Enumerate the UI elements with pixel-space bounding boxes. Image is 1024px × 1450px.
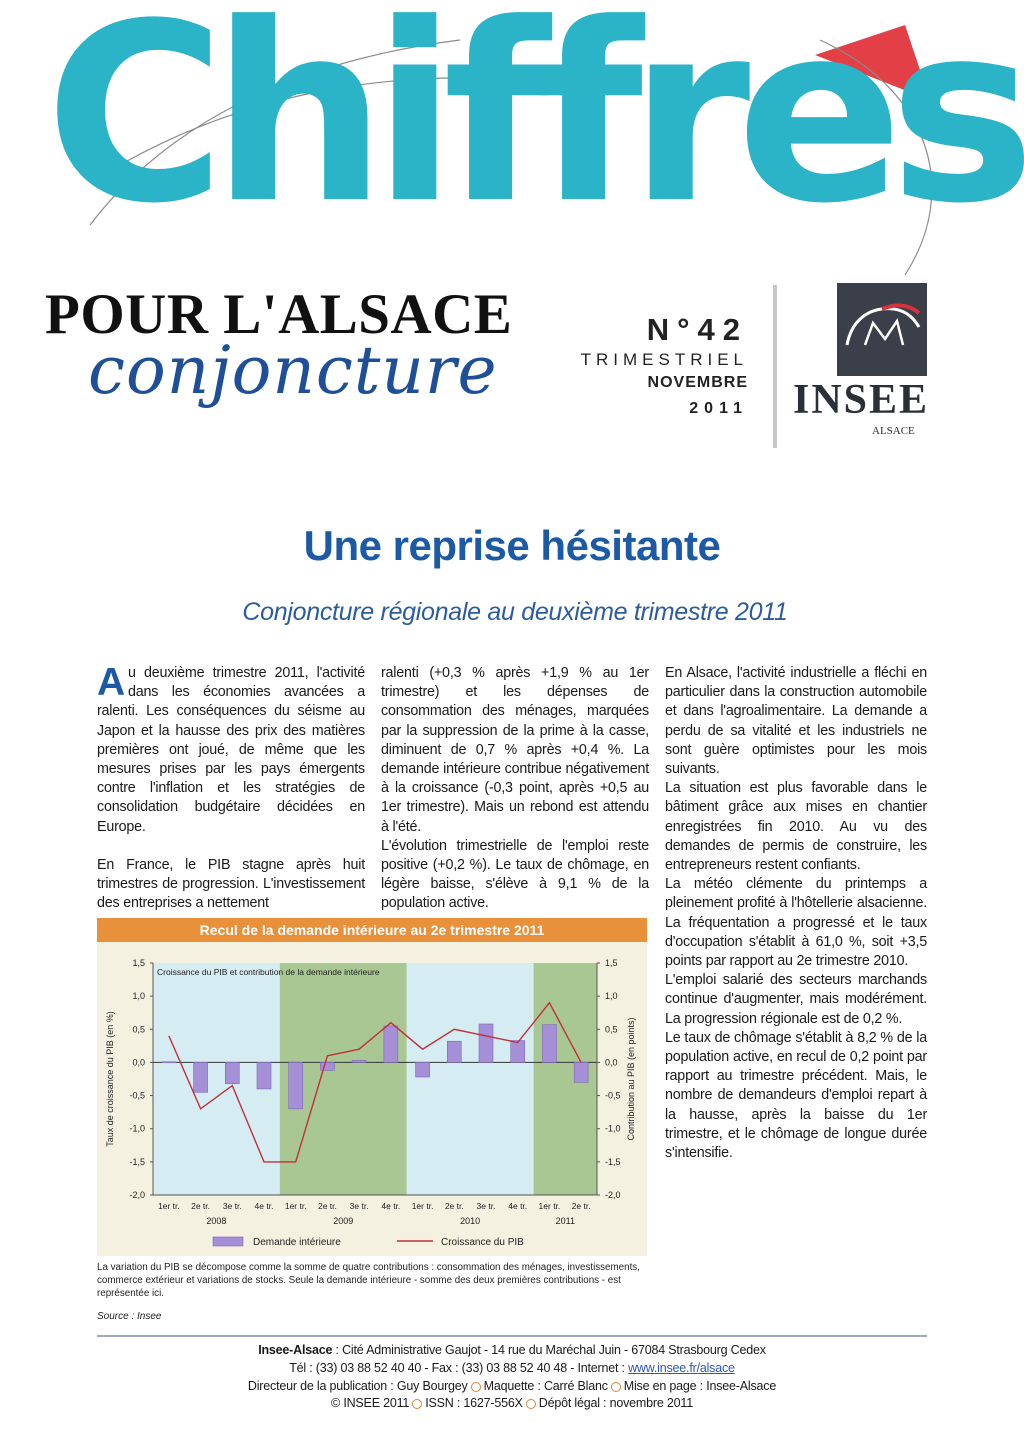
chart-x-tick-label: 4e tr.	[254, 1201, 274, 1211]
footer-rule	[97, 1335, 927, 1337]
chart-bar	[352, 1060, 366, 1062]
footer-address	[0, 1343, 1024, 1357]
chart-y-axis-label-right: Contribution au PIB (en points)	[626, 1017, 636, 1141]
chart-x-tick-label: 4e tr.	[381, 1201, 401, 1211]
footer-credits	[0, 1379, 1024, 1393]
paragraph: Le taux de chômage s'établit à 8,2 % de la population active, en recul de 0,2 point par rapport au trimestre précédent. Mais, le nombre de demandeurs d'emploi repart à la hausse, après la baisse du 1er trimestre, et le chômage de longue durée s'intensifie.	[665, 1029, 927, 1162]
chart-y-tick-label: -2,0	[129, 1190, 145, 1200]
chart-bar	[320, 1062, 334, 1070]
issue-number: N°42	[646, 312, 748, 347]
paragraph: En Alsace, l'activité industrielle a fléchi en particulier dans la construction automobile et dans l'agroalimentaire. La demande a perdu de sa vitalité et les industriels ne sont guère optimistes pour les mois suivants.	[665, 665, 927, 778]
chart-bar	[416, 1062, 430, 1077]
footer-phone: Tél : (33) 03 88 52 40 40 - Fax : (33) 03 88 52 40 48 - Internet :	[289, 1361, 629, 1375]
chart-y-tick-label: 1,5	[132, 958, 145, 968]
footer-website-link[interactable]: www.insee.fr/alsace	[628, 1361, 735, 1375]
paragraph: L'emploi salarié des secteurs marchands continue d'augmenter, mais modérément. La progression régionale est de 0,2 %.	[665, 972, 927, 1027]
masthead-script-title: conjoncture	[88, 332, 498, 409]
issue-year: 2011	[689, 400, 748, 417]
chart-bar	[194, 1062, 208, 1092]
chart-y-tick-label-right: 0,5	[605, 1024, 618, 1035]
chart-legend-label: Demande intérieure	[253, 1237, 341, 1248]
chart-y-tick-label: 1,0	[132, 991, 145, 1002]
footer-contact	[0, 1361, 1024, 1375]
article-title: Une reprise hésitante	[303, 522, 721, 569]
chart-x-tick-label: 4e tr.	[508, 1201, 528, 1211]
chart-y-tick-label: -1,0	[129, 1123, 145, 1134]
text-column-1	[97, 661, 365, 913]
insee-wordmark: INSEE	[793, 377, 930, 423]
separator-ring-icon	[471, 1382, 481, 1392]
chart-x-tick-label: 1er tr.	[411, 1201, 434, 1211]
chart-y-tick-label: -0,5	[129, 1090, 145, 1101]
drop-cap: A	[97, 661, 125, 704]
footer-org: Insee-Alsace	[258, 1343, 333, 1357]
brand-wordmark: Chiffres	[45, 0, 1022, 258]
chart-year-band	[407, 963, 534, 1195]
chart-note: La variation du PIB se décompose comme la somme de quatre contributions : consommation des ménages, investissements, commerce extérieur et variations de stocks. Seule la demande intérieure - somme des deux premières contributions - est représentée ici.	[97, 1262, 640, 1299]
paragraph-text: u deuxième trimestre 2011, l'activité dans les économies avancées a ralenti. Les conséquences du séisme au Japon et la hausse des prix des matières premières ont joué, de même que les mesures prises par les pays émergents contre l'inflation et les stratégies de consolidation budgétaire décidées en Europe.	[97, 665, 365, 835]
chart-year-label: 2009	[333, 1216, 354, 1226]
separator-ring-icon	[611, 1382, 621, 1392]
paragraph: En France, le PIB stagne après huit trimestres de progression. L'investissement des entreprises a nettement	[97, 856, 365, 912]
footer-credit-pagesetting: Mise en page : Insee-Alsace	[623, 1379, 777, 1393]
chart-x-tick-label: 1er tr.	[284, 1201, 307, 1211]
chart-x-tick-label: 1er tr.	[538, 1201, 561, 1211]
chart-source: Source : Insee	[97, 1311, 162, 1322]
chart-y-tick-label-right: -1,0	[605, 1123, 621, 1134]
text-column-2	[381, 664, 649, 914]
chart-bar	[257, 1062, 271, 1089]
chart-inner-title: Croissance du PIB et contribution de la demande intérieure	[157, 967, 380, 977]
chart-bar	[447, 1041, 461, 1062]
masthead	[0, 0, 1024, 460]
chart-year-label: 2010	[460, 1216, 481, 1226]
chart-bar	[162, 1062, 176, 1063]
chart-y-tick-label-right: 1,5	[605, 958, 618, 968]
insee-logo-icon	[837, 283, 927, 376]
chart-year-label: 2011	[555, 1216, 575, 1226]
paragraph: L'évolution trimestrielle de l'emploi reste positive (+0,2 %). Le taux de chômage, en légère baisse, s'élève à 9,1 % de la population active.	[381, 837, 649, 912]
footer-copyright: © INSEE 2011	[331, 1396, 410, 1410]
chart-y-tick-label: 0,5	[132, 1024, 145, 1035]
chart-y-tick-label: 0,0	[132, 1057, 145, 1068]
paragraph: ralenti (+0,3 % après +1,9 % au 1er trimestre) et les dépenses de consommation des ménages, marquées par la suppression de la prime à la casse, diminuent de 0,7 % après +0,4 %. La demande intérieure contribue négativement à la croissance (-0,3 point, après +0,5 au 1er trimestre). Mais un rebond est attendu à l'été.	[381, 665, 649, 835]
paragraph	[97, 661, 365, 837]
issue-month: NOVEMBRE	[647, 374, 748, 391]
chart-year-label: 2008	[206, 1216, 227, 1226]
chart-x-tick-label: 2e tr.	[444, 1201, 464, 1211]
chart	[97, 918, 647, 1256]
chart-legend-swatch-bar	[213, 1237, 243, 1246]
chart-bar	[542, 1025, 556, 1063]
chart-x-tick-label: 1er tr.	[157, 1201, 180, 1211]
chart-x-tick-label: 2e tr.	[571, 1201, 591, 1211]
chart-y-tick-label-right: 1,0	[605, 991, 618, 1002]
chart-x-tick-label: 3e tr.	[349, 1201, 369, 1211]
separator-ring-icon	[526, 1399, 536, 1409]
chart-bar	[511, 1041, 525, 1063]
masthead-subtitle: POUR L'ALSACE	[45, 283, 513, 346]
footer-issn: ISSN : 1627-556X	[425, 1396, 523, 1410]
chart-canvas	[97, 918, 647, 1256]
masthead-divider	[773, 285, 777, 448]
chart-title: Recul de la demande intérieure au 2e trimestre 2011	[97, 918, 647, 942]
footer-address-text: : Cité Administrative Gaujot - 14 rue du Maréchal Juin - 67084 Strasbourg Cedex	[332, 1343, 766, 1357]
chart-bar	[225, 1062, 239, 1083]
footer-credit-director: Directeur de la publication : Guy Bourgey	[247, 1379, 468, 1393]
chart-y-tick-label-right: -1,5	[605, 1156, 621, 1167]
footer-legal-deposit: Dépôt légal : novembre 2011	[538, 1396, 693, 1410]
chart-bar	[574, 1062, 588, 1082]
chart-x-tick-label: 3e tr.	[476, 1201, 496, 1211]
chart-y-tick-label-right: -0,5	[605, 1090, 621, 1101]
chart-x-tick-label: 3e tr.	[222, 1201, 242, 1211]
chart-bar	[479, 1024, 493, 1062]
chart-y-tick-label-right: 0,0	[605, 1057, 618, 1068]
chart-bar	[384, 1026, 398, 1062]
issue-frequency: TRIMESTRIEL	[580, 350, 748, 369]
chart-y-tick-label: -1,5	[129, 1156, 145, 1167]
paragraph: La situation est plus favorable dans le bâtiment grâce aux mises en chantier enregistrées fin 2010. Au vu des demandes de permis de construire, les entrepreneurs restent confiants.	[665, 780, 927, 874]
article-subtitle: Conjoncture régionale au deuxième trimestre 2011	[242, 598, 788, 626]
separator-ring-icon	[412, 1399, 422, 1409]
insee-region: ALSACE	[872, 425, 915, 437]
text-column-3	[665, 664, 927, 1163]
chart-x-tick-label: 2e tr.	[317, 1201, 337, 1211]
chart-legend-label: Croissance du PIB	[441, 1237, 524, 1248]
paragraph: La météo clémente du printemps a pleinement profité à l'hôtellerie alsacienne. La fréquentation a progressé et le taux d'occupation s'établit à 61,0 %, soit +3,5 points par rapport au 2e trimestre 2010.	[665, 876, 927, 970]
chart-y-axis-label: Taux de croissance du PIB (en %)	[105, 1011, 115, 1147]
chart-x-tick-label: 2e tr.	[191, 1201, 211, 1211]
chart-bar	[289, 1062, 303, 1108]
footer-credit-layout: Maquette : Carré Blanc	[483, 1379, 608, 1393]
chart-y-tick-label-right: -2,0	[605, 1190, 621, 1200]
footer-legal	[0, 1396, 1024, 1410]
